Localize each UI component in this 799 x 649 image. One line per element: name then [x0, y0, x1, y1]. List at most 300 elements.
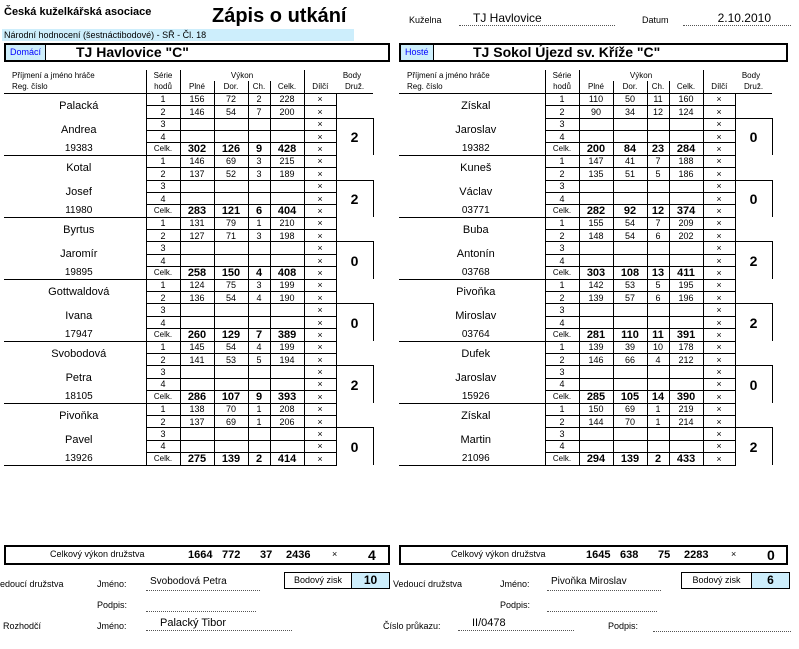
- home-series-number: 1: [146, 403, 180, 415]
- away-hdr-dilci: Dílčí: [703, 81, 735, 93]
- away-dilci-mark: ×: [703, 378, 735, 390]
- away-dilci-mark: ×: [703, 230, 735, 242]
- home-dilci-mark: ×: [304, 440, 336, 452]
- away-player-druz: 0: [735, 118, 772, 155]
- home-player-druz: 2: [336, 366, 373, 403]
- away-dilci-mark: ×: [703, 453, 735, 465]
- home-player-firstname: Andrea: [61, 124, 97, 137]
- away-dilci-mark: ×: [703, 353, 735, 365]
- home-series-value: [214, 254, 248, 266]
- home-series-value: [214, 130, 248, 142]
- home-player-firstname: Josef: [65, 186, 92, 199]
- home-player-4-row-2: [4, 366, 373, 378]
- home-series-value: [248, 242, 270, 254]
- home-series-value: [214, 378, 248, 390]
- away-series-value: [579, 304, 613, 316]
- home-druz-empty: [336, 93, 373, 105]
- home-player-surname: Kotal: [66, 161, 92, 174]
- away-hdr-plne: Plné: [579, 81, 613, 93]
- away-player-reg: 19382: [399, 143, 545, 155]
- away-series-value: 150: [579, 403, 613, 415]
- home-series-value: 52: [214, 168, 248, 180]
- home-player-druz: 2: [336, 118, 373, 155]
- home-series-number: 2: [146, 106, 180, 118]
- home-total-x: ×: [332, 549, 338, 559]
- home-series-number: 2: [146, 292, 180, 304]
- home-hdr-body: Body: [304, 70, 373, 81]
- away-player-total: 139: [613, 453, 647, 465]
- home-player-druz: 2: [336, 180, 373, 217]
- away-series-value: [647, 254, 669, 266]
- home-series-number: 3: [146, 428, 180, 440]
- away-dilci-mark: ×: [703, 428, 735, 440]
- home-hdr-reg: Reg. číslo: [4, 81, 146, 93]
- away-series-value: [579, 378, 613, 390]
- away-player-reg: 03768: [399, 267, 545, 279]
- away-series-value: 139: [579, 341, 613, 353]
- away-player-total: 92: [613, 205, 647, 217]
- away-dilci-mark: ×: [703, 366, 735, 378]
- away-player-2-row-4: [399, 267, 772, 279]
- home-player-1-row-0: [4, 155, 373, 167]
- away-series-value: [613, 242, 647, 254]
- home-player-reg: 17947: [4, 329, 146, 341]
- away-total-x: ×: [731, 549, 737, 559]
- away-series-number: 1: [545, 93, 579, 105]
- away-series-value: [579, 440, 613, 452]
- home-player-firstname: Petra: [65, 372, 92, 385]
- away-series-value: [613, 366, 647, 378]
- home-series-value: [180, 316, 214, 328]
- home-series-number: 3: [146, 180, 180, 192]
- away-series-value: 50: [613, 93, 647, 105]
- away-dilci-mark: ×: [703, 391, 735, 403]
- home-series-value: [248, 180, 270, 192]
- away-hdr-druz: Druž.: [735, 81, 772, 93]
- away-player-firstname: Jaroslav: [455, 372, 497, 385]
- home-series-value: [270, 304, 304, 316]
- away-dilci-mark: ×: [703, 168, 735, 180]
- home-dilci-mark: ×: [304, 366, 336, 378]
- home-dilci-mark: ×: [304, 205, 336, 217]
- away-series-value: [613, 316, 647, 328]
- away-series-value: [647, 304, 669, 316]
- away-dilci-mark: ×: [703, 180, 735, 192]
- home-total-row: [4, 545, 390, 565]
- home-series-value: 3: [248, 168, 270, 180]
- home-dilci-mark: ×: [304, 415, 336, 427]
- away-player-1-row-0: [399, 155, 772, 167]
- away-dilci-mark: ×: [703, 143, 735, 155]
- home-series-number: 1: [146, 217, 180, 229]
- home-dilci-mark: ×: [304, 168, 336, 180]
- away-series-value: 219: [669, 403, 703, 415]
- home-podpis-label: Podpis:: [97, 600, 128, 610]
- away-series-value: [579, 130, 613, 142]
- home-druz-spacer: [336, 415, 373, 427]
- home-series-value: 54: [214, 341, 248, 353]
- home-dilci-mark: ×: [304, 230, 336, 242]
- away-dilci-mark: ×: [703, 93, 735, 105]
- away-dilci-mark: ×: [703, 329, 735, 341]
- away-series-value: 147: [579, 155, 613, 167]
- home-dilci-mark: ×: [304, 378, 336, 390]
- date-label: Datum: [642, 15, 669, 25]
- home-series-value: [214, 118, 248, 130]
- away-series-number: 2: [545, 230, 579, 242]
- away-player-total: 282: [579, 205, 613, 217]
- home-dilci-mark: ×: [304, 106, 336, 118]
- away-player-druz: 0: [735, 180, 772, 217]
- away-leader-label: Vedoucí družstva: [393, 579, 463, 589]
- away-series-number: 2: [545, 106, 579, 118]
- home-hdr-name: Příjmení a jméno hráče: [12, 70, 95, 80]
- referee-jmeno-label: Jméno:: [97, 621, 127, 631]
- card-number-label: Číslo průkazu:: [383, 621, 441, 631]
- home-series-value: [248, 366, 270, 378]
- home-hdr-plne: Plné: [180, 81, 214, 93]
- home-series-value: 228: [270, 93, 304, 105]
- away-hdr-serie: Série: [545, 70, 579, 81]
- home-series-value: 146: [180, 106, 214, 118]
- home-dilci-mark: ×: [304, 192, 336, 204]
- away-series-value: [669, 316, 703, 328]
- away-druz-spacer: [735, 230, 772, 242]
- page-title: Zápis o utkání: [212, 5, 347, 27]
- home-series-value: [214, 304, 248, 316]
- home-series-value: 3: [248, 230, 270, 242]
- away-series-value: [669, 242, 703, 254]
- home-series-value: 4: [248, 341, 270, 353]
- away-player-2-row-2: [399, 242, 772, 254]
- away-druz-spacer: [735, 292, 772, 304]
- home-player-total: 7: [248, 329, 270, 341]
- away-druz-spacer: [735, 106, 772, 118]
- away-series-number: 1: [545, 279, 579, 291]
- home-series-value: [180, 180, 214, 192]
- home-druz-empty: [336, 341, 373, 353]
- home-series-value: [270, 316, 304, 328]
- home-hdr-vykon: Výkon: [180, 70, 304, 81]
- away-druz-empty: [735, 279, 772, 291]
- away-player-total: 285: [579, 391, 613, 403]
- away-druz-empty: [735, 155, 772, 167]
- away-series-value: [647, 130, 669, 142]
- home-series-value: [270, 440, 304, 452]
- home-series-value: [180, 130, 214, 142]
- home-player-total: 6: [248, 205, 270, 217]
- away-dilci-mark: ×: [703, 415, 735, 427]
- away-dilci-mark: ×: [703, 155, 735, 167]
- away-series-number: 2: [545, 292, 579, 304]
- home-dilci-mark: ×: [304, 316, 336, 328]
- home-player-druz: 0: [336, 304, 373, 341]
- away-celk-label: Celk.: [545, 205, 579, 217]
- away-series-value: 142: [579, 279, 613, 291]
- home-series-value: [214, 440, 248, 452]
- home-total-druz: 4: [368, 547, 376, 563]
- away-druz-empty: [735, 93, 772, 105]
- home-player-total: 414: [270, 453, 304, 465]
- away-player-total: 411: [669, 267, 703, 279]
- away-hdr-name: Příjmení a jméno hráče: [407, 70, 490, 80]
- away-series-value: 155: [579, 217, 613, 229]
- away-player-firstname: Václav: [459, 186, 493, 199]
- home-player-total: 286: [180, 391, 214, 403]
- home-series-number: 3: [146, 304, 180, 316]
- home-player-surname: Pivoňka: [59, 409, 99, 422]
- away-dilci-mark: ×: [703, 254, 735, 266]
- away-series-value: 10: [647, 341, 669, 353]
- home-series-value: 208: [270, 403, 304, 415]
- away-series-value: [669, 192, 703, 204]
- away-player-3-row-0: [399, 279, 772, 291]
- away-player-5-row-2: [399, 428, 772, 440]
- away-druz-empty: [735, 341, 772, 353]
- away-podpis-label: Podpis:: [500, 600, 531, 610]
- away-hdr-reg: Reg. číslo: [399, 81, 545, 93]
- home-dilci-mark: ×: [304, 292, 336, 304]
- home-series-value: [214, 428, 248, 440]
- away-player-druz: 0: [735, 366, 772, 403]
- referee-label: Rozhodčí: [3, 621, 42, 631]
- away-series-value: [579, 366, 613, 378]
- away-series-value: [579, 316, 613, 328]
- home-dilci-mark: ×: [304, 254, 336, 266]
- home-series-value: 69: [214, 415, 248, 427]
- home-player-5-row-0: [4, 403, 373, 415]
- home-series-value: 54: [214, 292, 248, 304]
- home-series-value: 72: [214, 93, 248, 105]
- away-player-druz: 2: [735, 428, 772, 465]
- away-series-value: 160: [669, 93, 703, 105]
- away-player-total: 110: [613, 329, 647, 341]
- card-number-value: II/0478: [458, 617, 574, 631]
- away-series-value: [647, 366, 669, 378]
- away-player-total: 105: [613, 391, 647, 403]
- away-series-value: [669, 304, 703, 316]
- away-hdr-ch: Ch.: [647, 81, 669, 93]
- home-celk-label: Celk.: [146, 391, 180, 403]
- home-player-2-row-4: [4, 267, 373, 279]
- away-series-value: 53: [613, 279, 647, 291]
- home-series-value: 3: [248, 279, 270, 291]
- away-player-surname: Kuneš: [460, 161, 492, 174]
- home-player-druz: 0: [336, 428, 373, 465]
- away-series-value: 188: [669, 155, 703, 167]
- rating-rule: Národní hodnocení (šestnáctibodové) - SŘ - Čl. 18: [2, 29, 354, 41]
- away-series-value: 195: [669, 279, 703, 291]
- away-series-value: 1: [647, 403, 669, 415]
- home-series-value: [248, 428, 270, 440]
- away-celk-label: Celk.: [545, 391, 579, 403]
- home-dilci-mark: ×: [304, 217, 336, 229]
- away-player-total: 108: [613, 267, 647, 279]
- away-player-total: 84: [613, 143, 647, 155]
- away-series-value: [613, 304, 647, 316]
- away-series-value: [613, 180, 647, 192]
- home-podpis-field: [146, 597, 256, 612]
- away-series-number: 4: [545, 192, 579, 204]
- home-player-total: 126: [214, 143, 248, 155]
- home-player-firstname: Pavel: [64, 434, 93, 447]
- home-player-reg: 19383: [4, 143, 146, 155]
- away-player-3-row-4: [399, 329, 772, 341]
- away-leader-jmeno-label: Jméno:: [500, 579, 530, 589]
- home-player-total: 9: [248, 391, 270, 403]
- away-player-total: 374: [669, 205, 703, 217]
- home-player-surname: Svobodová: [51, 347, 107, 360]
- home-series-value: 215: [270, 155, 304, 167]
- away-dilci-mark: ×: [703, 205, 735, 217]
- home-series-value: [180, 440, 214, 452]
- away-series-value: 110: [579, 93, 613, 105]
- away-series-number: 4: [545, 254, 579, 266]
- away-dilci-mark: ×: [703, 292, 735, 304]
- away-series-number: 4: [545, 440, 579, 452]
- away-player-0-row-0: [399, 93, 772, 105]
- away-player-0-row-2: [399, 118, 772, 130]
- home-dilci-mark: ×: [304, 180, 336, 192]
- away-player-total: 13: [647, 267, 669, 279]
- away-series-value: [647, 180, 669, 192]
- home-series-value: [214, 192, 248, 204]
- away-series-value: [579, 254, 613, 266]
- away-series-value: 144: [579, 415, 613, 427]
- away-celk-label: Celk.: [545, 329, 579, 341]
- home-leader-name: Svobodová Petra: [146, 576, 260, 591]
- away-series-value: 178: [669, 341, 703, 353]
- away-player-total: 2: [647, 453, 669, 465]
- association-name: Česká kuželkářská asociace: [4, 6, 152, 18]
- away-series-value: [579, 242, 613, 254]
- home-series-value: 141: [180, 353, 214, 365]
- away-series-number: 1: [545, 217, 579, 229]
- away-player-4-row-4: [399, 391, 772, 403]
- home-series-number: 2: [146, 415, 180, 427]
- away-series-value: [669, 378, 703, 390]
- home-series-value: [248, 118, 270, 130]
- home-druz-spacer: [336, 230, 373, 242]
- home-druz-empty: [336, 155, 373, 167]
- home-player-2-row-0: [4, 217, 373, 229]
- away-series-value: 209: [669, 217, 703, 229]
- away-series-value: [579, 118, 613, 130]
- kuzelna-value: TJ Havlovice: [459, 11, 615, 26]
- home-series-value: [180, 192, 214, 204]
- home-series-number: 3: [146, 242, 180, 254]
- away-series-value: 148: [579, 230, 613, 242]
- home-hdr-hodu: hodů: [146, 81, 180, 93]
- home-celk-label: Celk.: [146, 267, 180, 279]
- away-series-value: [613, 192, 647, 204]
- home-leader-jmeno-label: Jméno:: [97, 579, 127, 589]
- home-druz-spacer: [336, 292, 373, 304]
- away-hdr-dor: Dor.: [613, 81, 647, 93]
- away-player-total: 284: [669, 143, 703, 155]
- home-series-value: 4: [248, 292, 270, 304]
- home-player-total: 260: [180, 329, 214, 341]
- home-series-value: [270, 428, 304, 440]
- away-series-value: 212: [669, 353, 703, 365]
- away-series-value: 4: [647, 353, 669, 365]
- home-celk-label: Celk.: [146, 205, 180, 217]
- away-player-firstname: Antonín: [456, 248, 495, 261]
- away-series-value: 39: [613, 341, 647, 353]
- away-series-value: 6: [647, 292, 669, 304]
- home-series-value: 210: [270, 217, 304, 229]
- away-player-total: 303: [579, 267, 613, 279]
- home-total-celk: 2436: [286, 549, 311, 561]
- away-dilci-mark: ×: [703, 217, 735, 229]
- home-total-label: Celkový výkon družstva: [50, 549, 145, 559]
- home-player-reg: 19895: [4, 267, 146, 279]
- home-player-reg: 11980: [4, 205, 146, 217]
- away-series-value: 5: [647, 168, 669, 180]
- away-series-number: 3: [545, 118, 579, 130]
- away-player-total: 12: [647, 205, 669, 217]
- home-dilci-mark: ×: [304, 267, 336, 279]
- home-series-value: [270, 242, 304, 254]
- away-bodovy-zisk-value: 6: [751, 572, 790, 589]
- away-player-1-row-2: [399, 180, 772, 192]
- home-player-total: 408: [270, 267, 304, 279]
- home-series-value: [180, 304, 214, 316]
- home-dilci-mark: ×: [304, 453, 336, 465]
- away-total-label: Celkový výkon družstva: [451, 549, 546, 559]
- home-series-value: 75: [214, 279, 248, 291]
- home-series-number: 4: [146, 130, 180, 142]
- away-dilci-mark: ×: [703, 118, 735, 130]
- home-player-1-row-2: [4, 180, 373, 192]
- home-bodovy-zisk-value: 10: [351, 572, 390, 589]
- away-series-number: 4: [545, 130, 579, 142]
- home-series-value: [270, 254, 304, 266]
- away-dilci-mark: ×: [703, 341, 735, 353]
- away-series-value: 51: [613, 168, 647, 180]
- home-player-4-row-4: [4, 391, 373, 403]
- away-series-value: 66: [613, 353, 647, 365]
- home-dilci-mark: ×: [304, 403, 336, 415]
- home-series-value: 1: [248, 217, 270, 229]
- away-druz-spacer: [735, 353, 772, 365]
- home-series-value: 194: [270, 353, 304, 365]
- home-series-value: 145: [180, 341, 214, 353]
- home-player-3-row-2: [4, 304, 373, 316]
- away-total-celk: 2283: [684, 549, 709, 561]
- away-dilci-mark: ×: [703, 279, 735, 291]
- home-series-value: 137: [180, 415, 214, 427]
- away-dilci-mark: ×: [703, 304, 735, 316]
- away-hdr-celk: Celk.: [669, 81, 703, 93]
- home-player-5-row-2: [4, 428, 373, 440]
- home-series-value: 69: [214, 155, 248, 167]
- away-player-total: 391: [669, 329, 703, 341]
- away-series-value: [669, 254, 703, 266]
- home-druz-spacer: [336, 168, 373, 180]
- home-series-value: [248, 378, 270, 390]
- away-series-value: 90: [579, 106, 613, 118]
- away-series-value: 1: [647, 415, 669, 427]
- home-series-value: 156: [180, 93, 214, 105]
- home-series-value: 137: [180, 168, 214, 180]
- away-series-value: 139: [579, 292, 613, 304]
- home-player-0-row-4: [4, 143, 373, 155]
- home-series-value: [270, 366, 304, 378]
- home-series-value: 1: [248, 403, 270, 415]
- home-dilci-mark: ×: [304, 329, 336, 341]
- home-series-number: 3: [146, 118, 180, 130]
